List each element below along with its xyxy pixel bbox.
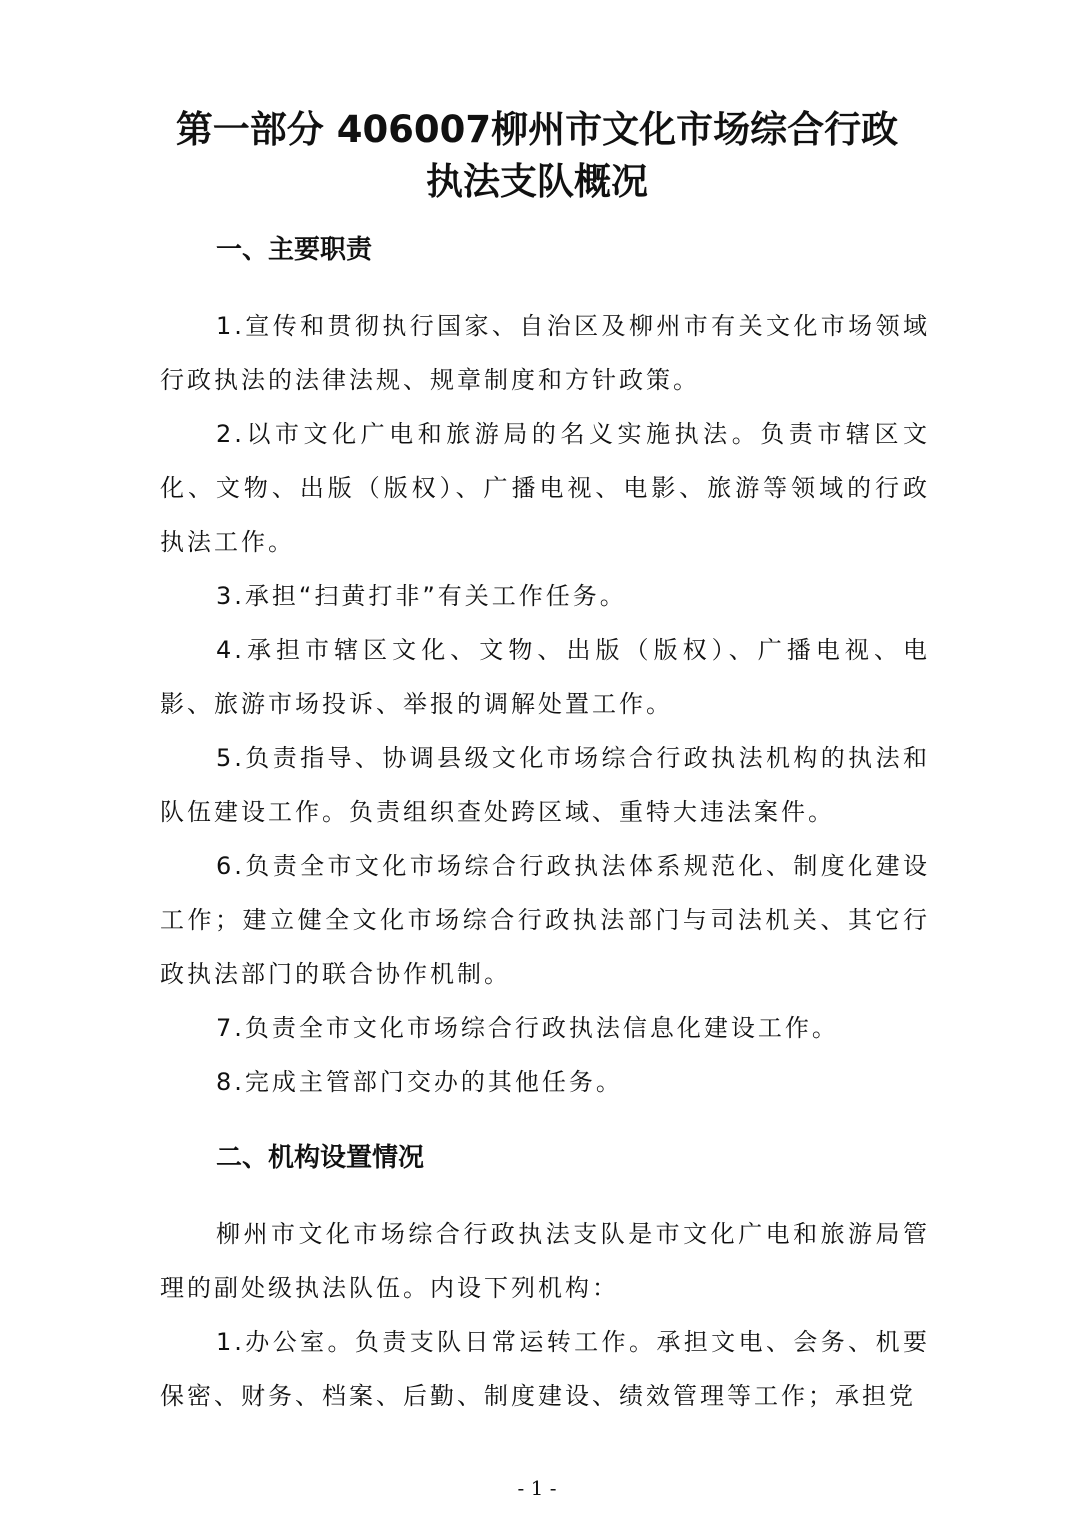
duty-item-6: 6.负责全市文化市场综合行政执法体系规范化、制度化建设工作；建立健全文化市场综合行政执法部门与司法机关、其它行政执法部门的联合协作机制。 (160, 852, 930, 988)
page-number: - 1 - (517, 1476, 557, 1500)
duty-item-4: 4.承担市辖区文化、文物、出版（版权）、广播电视、电影、旅游市场投诉、举报的调解处置工作。 (160, 636, 930, 718)
duty-item-5: 5.负责指导、协调县级文化市场综合行政执法机构的执法和队伍建设工作。负责组织查处跨区域、重特大违法案件。 (160, 744, 930, 826)
duty-item-8: 8.完成主管部门交办的其他任务。 (216, 1068, 623, 1096)
organization-item-1: 1.办公室。负责支队日常运转工作。承担文电、会务、机要保密、财务、档案、后勤、制度建设、绩效管理等工作；承担党 (160, 1328, 930, 1410)
organization-intro: 柳州市文化市场综合行政执法支队是市文化广电和旅游局管理的副处级执法队伍。内设下列机构： (160, 1220, 930, 1302)
duty-item-3: 3.承担“扫黄打非”有关工作任务。 (216, 582, 627, 610)
page-title-line-2: 执法支队概况 (426, 160, 648, 203)
page-title (0, 104, 1074, 208)
section-heading-organization: 二、机构设置情况 (216, 1143, 425, 1173)
duty-item-7: 7.负责全市文化市场综合行政执法信息化建设工作。 (216, 1014, 839, 1042)
duty-item-2: 2.以市文化广电和旅游局的名义实施执法。负责市辖区文化、文物、出版（版权）、广播电视、电影、旅游等领域的行政执法工作。 (160, 420, 930, 556)
page-title-line-1: 第一部分 406007柳州市文化市场综合行政 (175, 108, 899, 151)
duty-item-1: 1.宣传和贯彻执行国家、自治区及柳州市有关文化市场领域行政执法的法律法规、规章制度和方针政策。 (160, 312, 930, 394)
section-heading-duties: 一、主要职责 (216, 235, 373, 265)
